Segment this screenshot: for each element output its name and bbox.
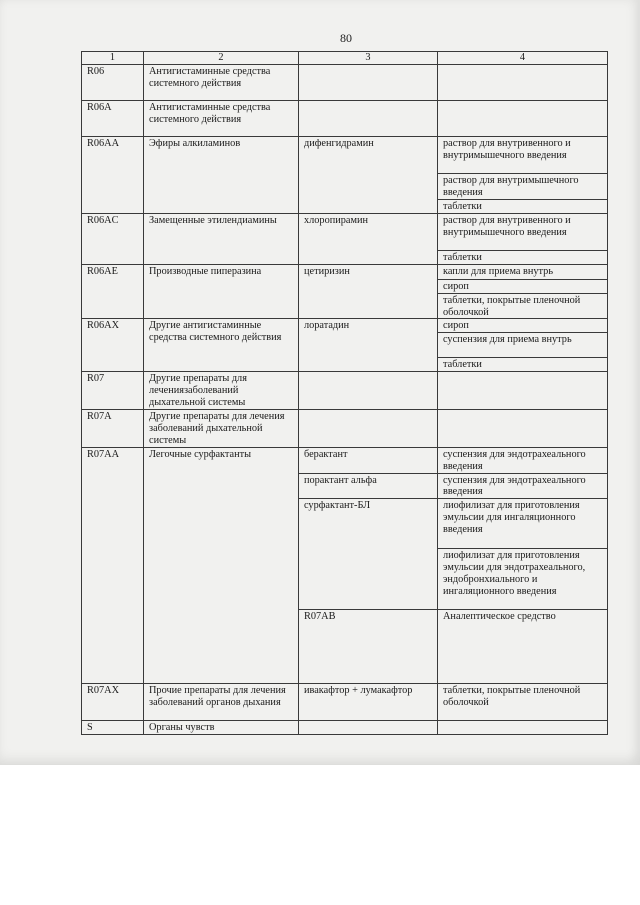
dosage-form: сироп [438,279,608,293]
dosage-form: таблетки [438,358,608,372]
table-row [82,65,608,101]
atc-code: R06AE [82,264,144,319]
drug-name: дифенгидрамин [299,137,438,214]
group-name: Другие препараты для лечения заболеваний дыхательной системы [144,409,299,447]
table-row [82,319,608,333]
dosage-form: раствор для внутримышечного введения [438,174,608,200]
table-header-row [82,52,608,65]
drug-name: лоратадин [299,319,438,372]
drug-name [299,101,438,137]
group-name: Легочные сурфактанты [144,447,299,683]
group-name: Производные пиперазина [144,264,299,319]
dosage-form: лиофилизат для приготовления эмульсии для эндотрахеального, эндобронхиального и ингаляционного введения [438,549,608,610]
group-name: Другие антигистаминные средства системного действия [144,319,299,372]
dosage-form: таблетки, покрытые пленочной оболочкой [438,293,608,319]
table-row [82,720,608,734]
drug-name [299,720,438,734]
group-name: Другие препараты для лечениязаболеваний дыхательной системы [144,372,299,410]
drug-name: цетиризин [299,264,438,319]
drug-name [299,372,438,410]
column-header: 1 [82,52,144,65]
table-row [82,101,608,137]
group-name: Прочие препараты для лечения заболеваний органов дыхания [144,683,299,720]
dosage-form: суспензия для эндотрахеального введения [438,473,608,499]
atc-code: R06AC [82,213,144,264]
atc-code: R07AA [82,447,144,683]
drug-name: хлоропирамин [299,213,438,264]
group-name: Антигистаминные средства системного действия [144,101,299,137]
page-number: 80 [340,31,352,45]
dosage-form: таблетки, покрытые пленочной оболочкой [438,683,608,720]
dosage-form: раствор для внутривенного и внутримышечного введения [438,213,608,250]
atc-code: R07AX [82,683,144,720]
group-name: Эфиры алкиламинов [144,137,299,214]
group-name: Замещенные этилендиамины [144,213,299,264]
group-name: Аналептическое средство [438,610,608,683]
column-header: 2 [144,52,299,65]
table-row [82,264,608,279]
atc-code: R06A [82,101,144,137]
atc-code: R07A [82,409,144,447]
table-row [82,137,608,174]
atc-code: R07 [82,372,144,410]
atc-code: S [82,720,144,734]
column-header: 4 [438,52,608,65]
table-row [82,409,608,447]
table-row [82,683,608,720]
table-row [82,213,608,250]
drug-name: ивакафтор + лумакафтор [299,683,438,720]
dosage-form [438,720,608,734]
drug-name: берактант [299,447,438,473]
atc-code: R06AA [82,137,144,214]
dosage-form: раствор для внутривенного и внутримышечного введения [438,137,608,174]
dosage-form: суспензия для эндотрахеального введения [438,447,608,473]
table-row [82,372,608,410]
atc-code: R06 [82,65,144,101]
dosage-form [438,409,608,447]
column-header: 3 [299,52,438,65]
dosage-form: суспензия для приема внутрь [438,333,608,358]
group-name: Антигистаминные средства системного действия [144,65,299,101]
dosage-form [438,65,608,101]
dosage-form: таблетки [438,199,608,213]
atc-code: R07AB [299,610,438,683]
drug-name [299,65,438,101]
dosage-form: лиофилизат для приготовления эмульсии для ингаляционного введения [438,499,608,549]
dosage-form [438,372,608,410]
drug-name: сурфактант-БЛ [299,499,438,610]
dosage-form: таблетки [438,250,608,264]
group-name: Органы чувств [144,720,299,734]
drug-name: порактант альфа [299,473,438,499]
atc-code: R06AX [82,319,144,372]
dosage-form: капли для приема внутрь [438,264,608,279]
table-row [82,447,608,473]
dosage-form [438,101,608,137]
drug-name [299,409,438,447]
drug-classification-table [81,51,608,735]
dosage-form: сироп [438,319,608,333]
